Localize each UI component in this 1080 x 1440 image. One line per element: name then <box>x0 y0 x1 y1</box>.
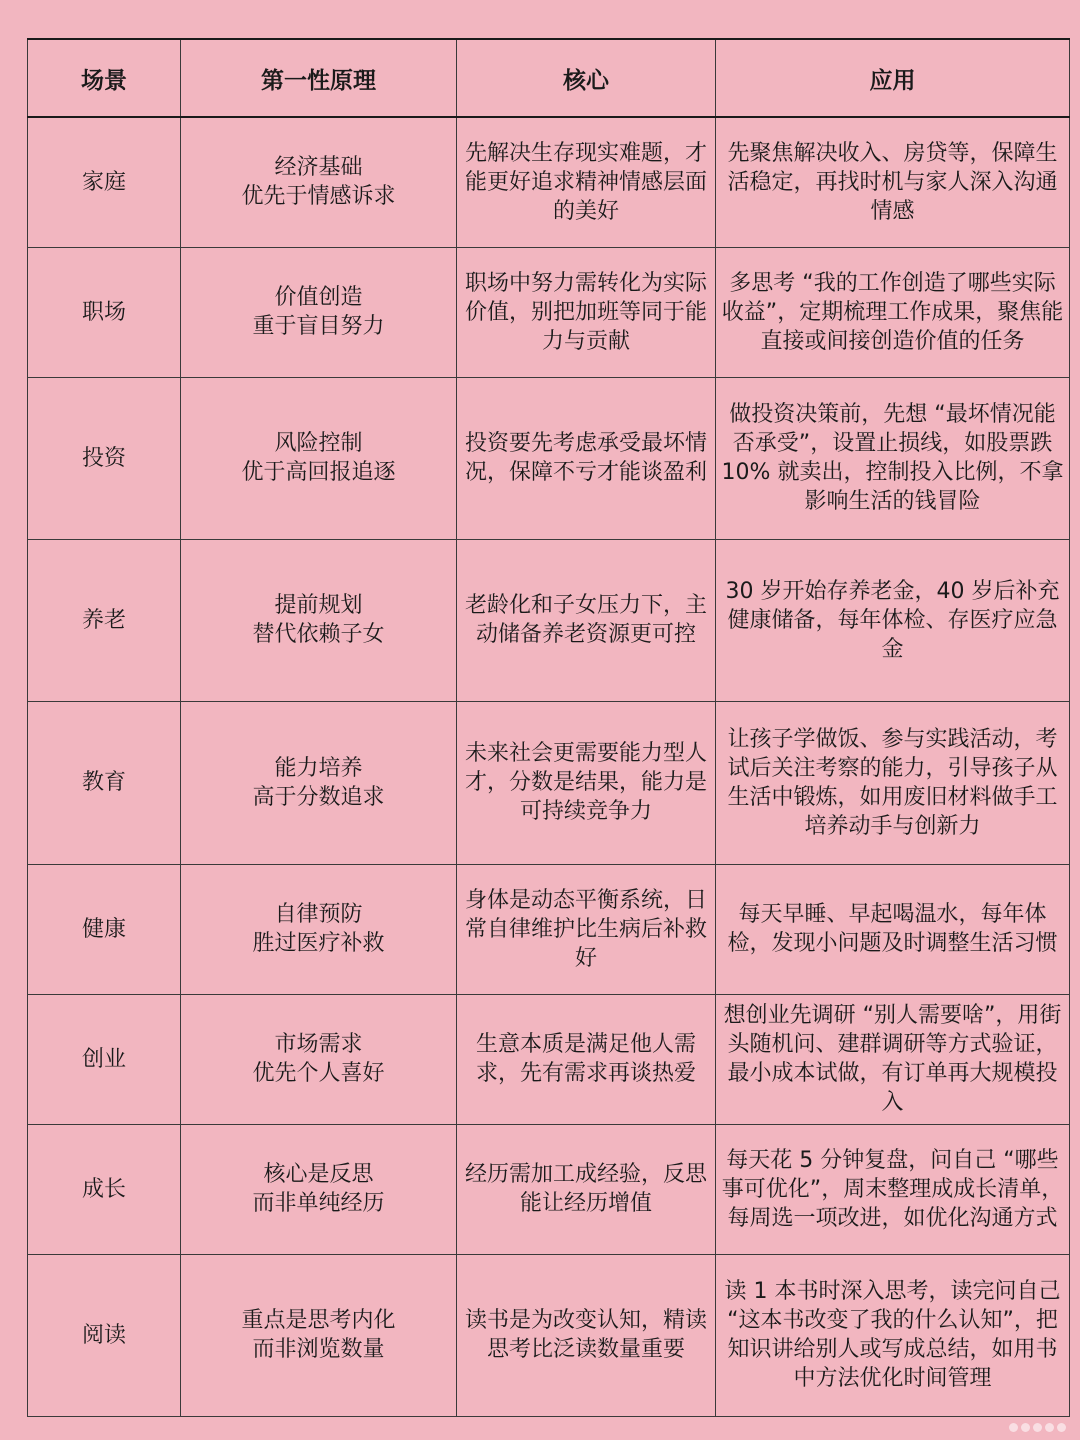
principle-line: 重于盲目努力 <box>252 314 385 339</box>
table-row <box>28 539 1070 701</box>
header-row <box>28 39 1070 117</box>
dot-icon <box>1045 1423 1054 1432</box>
application-cell: 想创业先调研 “别人需要啥”，用街头随机问、建群调研等方式验证，最小成本试做，有订单再大规模投入 <box>716 994 1070 1124</box>
principle-line: 优于高回报追逐 <box>241 460 396 485</box>
table-row <box>28 864 1070 994</box>
core-cell: 生意本质是满足他人需求，先有需求再谈热爱 <box>457 994 716 1124</box>
principle-cell <box>181 864 457 994</box>
principle-cell <box>181 377 457 539</box>
core-cell: 职场中努力需转化为实际价值，别把加班等同于能力与贡献 <box>457 247 716 377</box>
scene-cell: 教育 <box>28 701 181 864</box>
principle-line: 提前规划 <box>274 593 363 618</box>
table-row <box>28 994 1070 1124</box>
principle-cell <box>181 1124 457 1254</box>
principle-line: 自律预防 <box>274 902 363 927</box>
principle-line: 风险控制 <box>274 431 363 456</box>
principle-line: 价值创造 <box>274 285 363 310</box>
core-cell: 身体是动态平衡系统，日常自律维护比生病后补救好 <box>457 864 716 994</box>
application-cell: 每天早睡、早起喝温水，每年体检，发现小问题及时调整生活习惯 <box>716 864 1070 994</box>
dot-icon <box>1057 1423 1066 1432</box>
watermark-dots <box>1009 1423 1066 1432</box>
application-cell: 30 岁开始存养老金，40 岁后补充健康储备，每年体检、存医疗应急金 <box>716 539 1070 701</box>
core-cell: 未来社会更需要能力型人才，分数是结果，能力是可持续竞争力 <box>457 701 716 864</box>
table-row <box>28 1124 1070 1254</box>
dot-icon <box>1009 1423 1018 1432</box>
principle-line: 优先个人喜好 <box>252 1061 385 1086</box>
scene-cell: 投资 <box>28 377 181 539</box>
application-cell: 每天花 5 分钟复盘，问自己 “哪些事可优化”，周末整理成成长清单，每周选一项改进，如优化沟通方式 <box>716 1124 1070 1254</box>
table-row <box>28 247 1070 377</box>
scene-cell: 阅读 <box>28 1254 181 1416</box>
principle-line: 能力培养 <box>274 755 363 781</box>
principle-line: 替代依赖子女 <box>252 622 385 647</box>
application-cell: 先聚焦解决收入、房贷等，保障生活稳定，再找时机与家人深入沟通情感 <box>716 117 1070 247</box>
principle-line: 而非浏览数量 <box>252 1337 385 1362</box>
principle-line: 经济基础 <box>274 155 363 181</box>
application-cell: 读 1 本书时深入思考，读完问自己 “这本书改变了我的什么认知”，把知识讲给别人或写成总结，如用书中方法优化时间管理 <box>716 1254 1070 1416</box>
dot-icon <box>1033 1423 1042 1432</box>
table-row <box>28 701 1070 864</box>
core-cell: 读书是为改变认知，精读思考比泛读数量重要 <box>457 1254 716 1416</box>
header-application: 应用 <box>716 39 1070 117</box>
principle-line: 高于分数追求 <box>252 784 385 810</box>
header-scene: 场景 <box>28 39 181 117</box>
scene-cell: 健康 <box>28 864 181 994</box>
core-cell: 经历需加工成经验，反思能让经历增值 <box>457 1124 716 1254</box>
application-cell: 做投资决策前，先想 “最坏情况能否承受”，设置止损线，如股票跌 10% 就卖出，控制投入比例，不拿影响生活的钱冒险 <box>716 377 1070 539</box>
scene-cell: 职场 <box>28 247 181 377</box>
scene-cell: 成长 <box>28 1124 181 1254</box>
header-core: 核心 <box>457 39 716 117</box>
principle-cell <box>181 701 457 864</box>
principle-line: 核心是反思 <box>263 1162 374 1187</box>
principles-table <box>27 38 1070 1417</box>
principle-cell <box>181 247 457 377</box>
table-row <box>28 117 1070 247</box>
dot-icon <box>1021 1423 1030 1432</box>
principle-line: 重点是思考内化 <box>241 1308 396 1333</box>
scene-cell: 家庭 <box>28 117 181 247</box>
core-cell: 投资要先考虑承受最坏情况，保障不亏才能谈盈利 <box>457 377 716 539</box>
header-principle: 第一性原理 <box>181 39 457 117</box>
principle-cell <box>181 1254 457 1416</box>
core-cell: 先解决生存现实难题，才能更好追求精神情感层面的美好 <box>457 117 716 247</box>
scene-cell: 创业 <box>28 994 181 1124</box>
principle-cell <box>181 117 457 247</box>
principle-line: 而非单纯经历 <box>252 1191 385 1216</box>
application-cell: 让孩子学做饭、参与实践活动，考试后关注考察的能力，引导孩子从生活中锻炼，如用废旧材料做手工培养动手与创新力 <box>716 701 1070 864</box>
principle-line: 胜过医疗补救 <box>252 931 385 956</box>
principle-cell <box>181 539 457 701</box>
application-cell: 多思考 “我的工作创造了哪些实际收益”，定期梳理工作成果，聚焦能直接或间接创造价值的任务 <box>716 247 1070 377</box>
scene-cell: 养老 <box>28 539 181 701</box>
core-cell: 老龄化和子女压力下，主动储备养老资源更可控 <box>457 539 716 701</box>
principle-cell <box>181 994 457 1124</box>
table-row <box>28 377 1070 539</box>
principle-line: 市场需求 <box>274 1032 363 1057</box>
principle-line: 优先于情感诉求 <box>241 184 396 210</box>
table-row <box>28 1254 1070 1416</box>
